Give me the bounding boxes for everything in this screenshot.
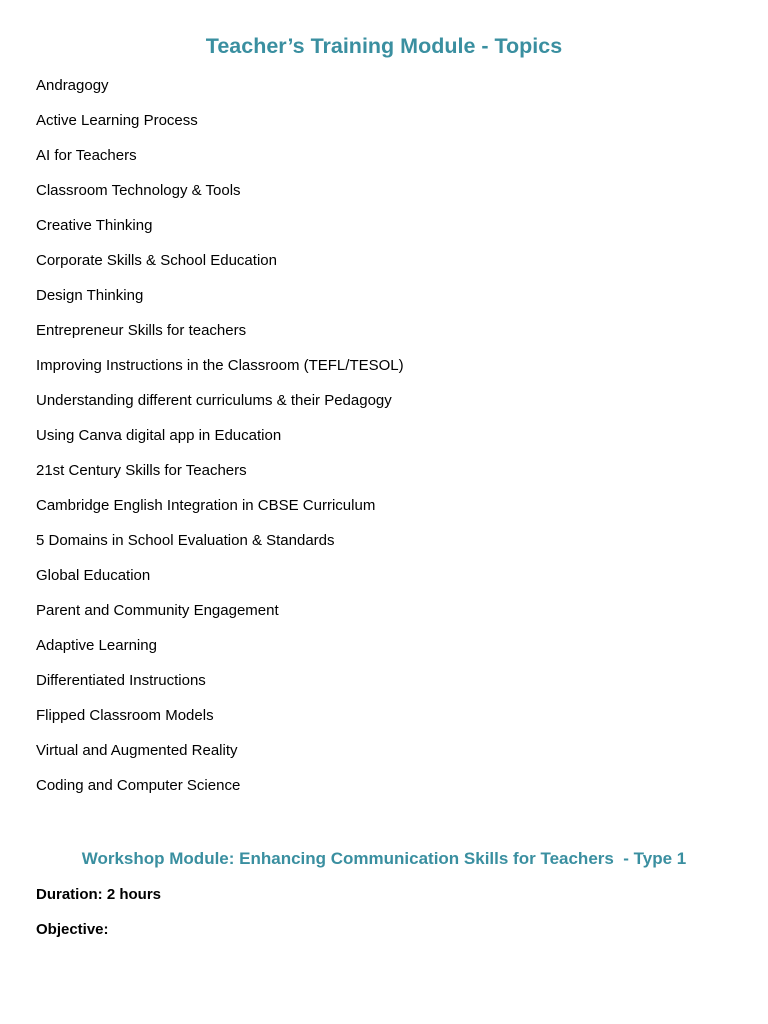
list-item: Parent and Community Engagement	[36, 602, 279, 619]
workshop-title: Workshop Module: Enhancing Communication Skills for Teachers - Type 1	[81, 849, 687, 868]
list-item: 21st Century Skills for Teachers	[36, 462, 247, 479]
list-item: Global Education	[36, 567, 151, 584]
list-item: Adaptive Learning	[36, 637, 157, 654]
list-item: Classroom Technology & Tools	[36, 182, 241, 199]
list-item: Using Canva digital app in Education	[36, 427, 282, 444]
duration-label: Duration: 2 hours	[36, 886, 162, 903]
objective-label: Objective:	[36, 921, 109, 938]
list-item: Entrepreneur Skills for teachers	[36, 322, 247, 339]
list-item: Differentiated Instructions	[36, 672, 206, 689]
list-item: 5 Domains in School Evaluation & Standards	[36, 532, 335, 549]
list-item: Understanding different curriculums & their Pedagogy	[36, 392, 392, 409]
list-item: Virtual and Augmented Reality	[36, 742, 238, 759]
topic-list	[36, 77, 404, 812]
list-item: Flipped Classroom Models	[36, 707, 214, 724]
list-item: Andragogy	[36, 77, 109, 94]
list-item: Creative Thinking	[36, 217, 153, 234]
list-item: Coding and Computer Science	[36, 777, 241, 794]
page-title: Teacher’s Training Module - Topics	[205, 34, 563, 58]
list-item: Active Learning Process	[36, 112, 198, 129]
list-item: Cambridge English Integration in CBSE Curriculum	[36, 497, 376, 514]
list-item: AI for Teachers	[36, 147, 137, 164]
list-item: Corporate Skills & School Education	[36, 252, 277, 269]
list-item: Design Thinking	[36, 287, 144, 304]
list-item: Improving Instructions in the Classroom (TEFL/TESOL)	[36, 357, 404, 374]
